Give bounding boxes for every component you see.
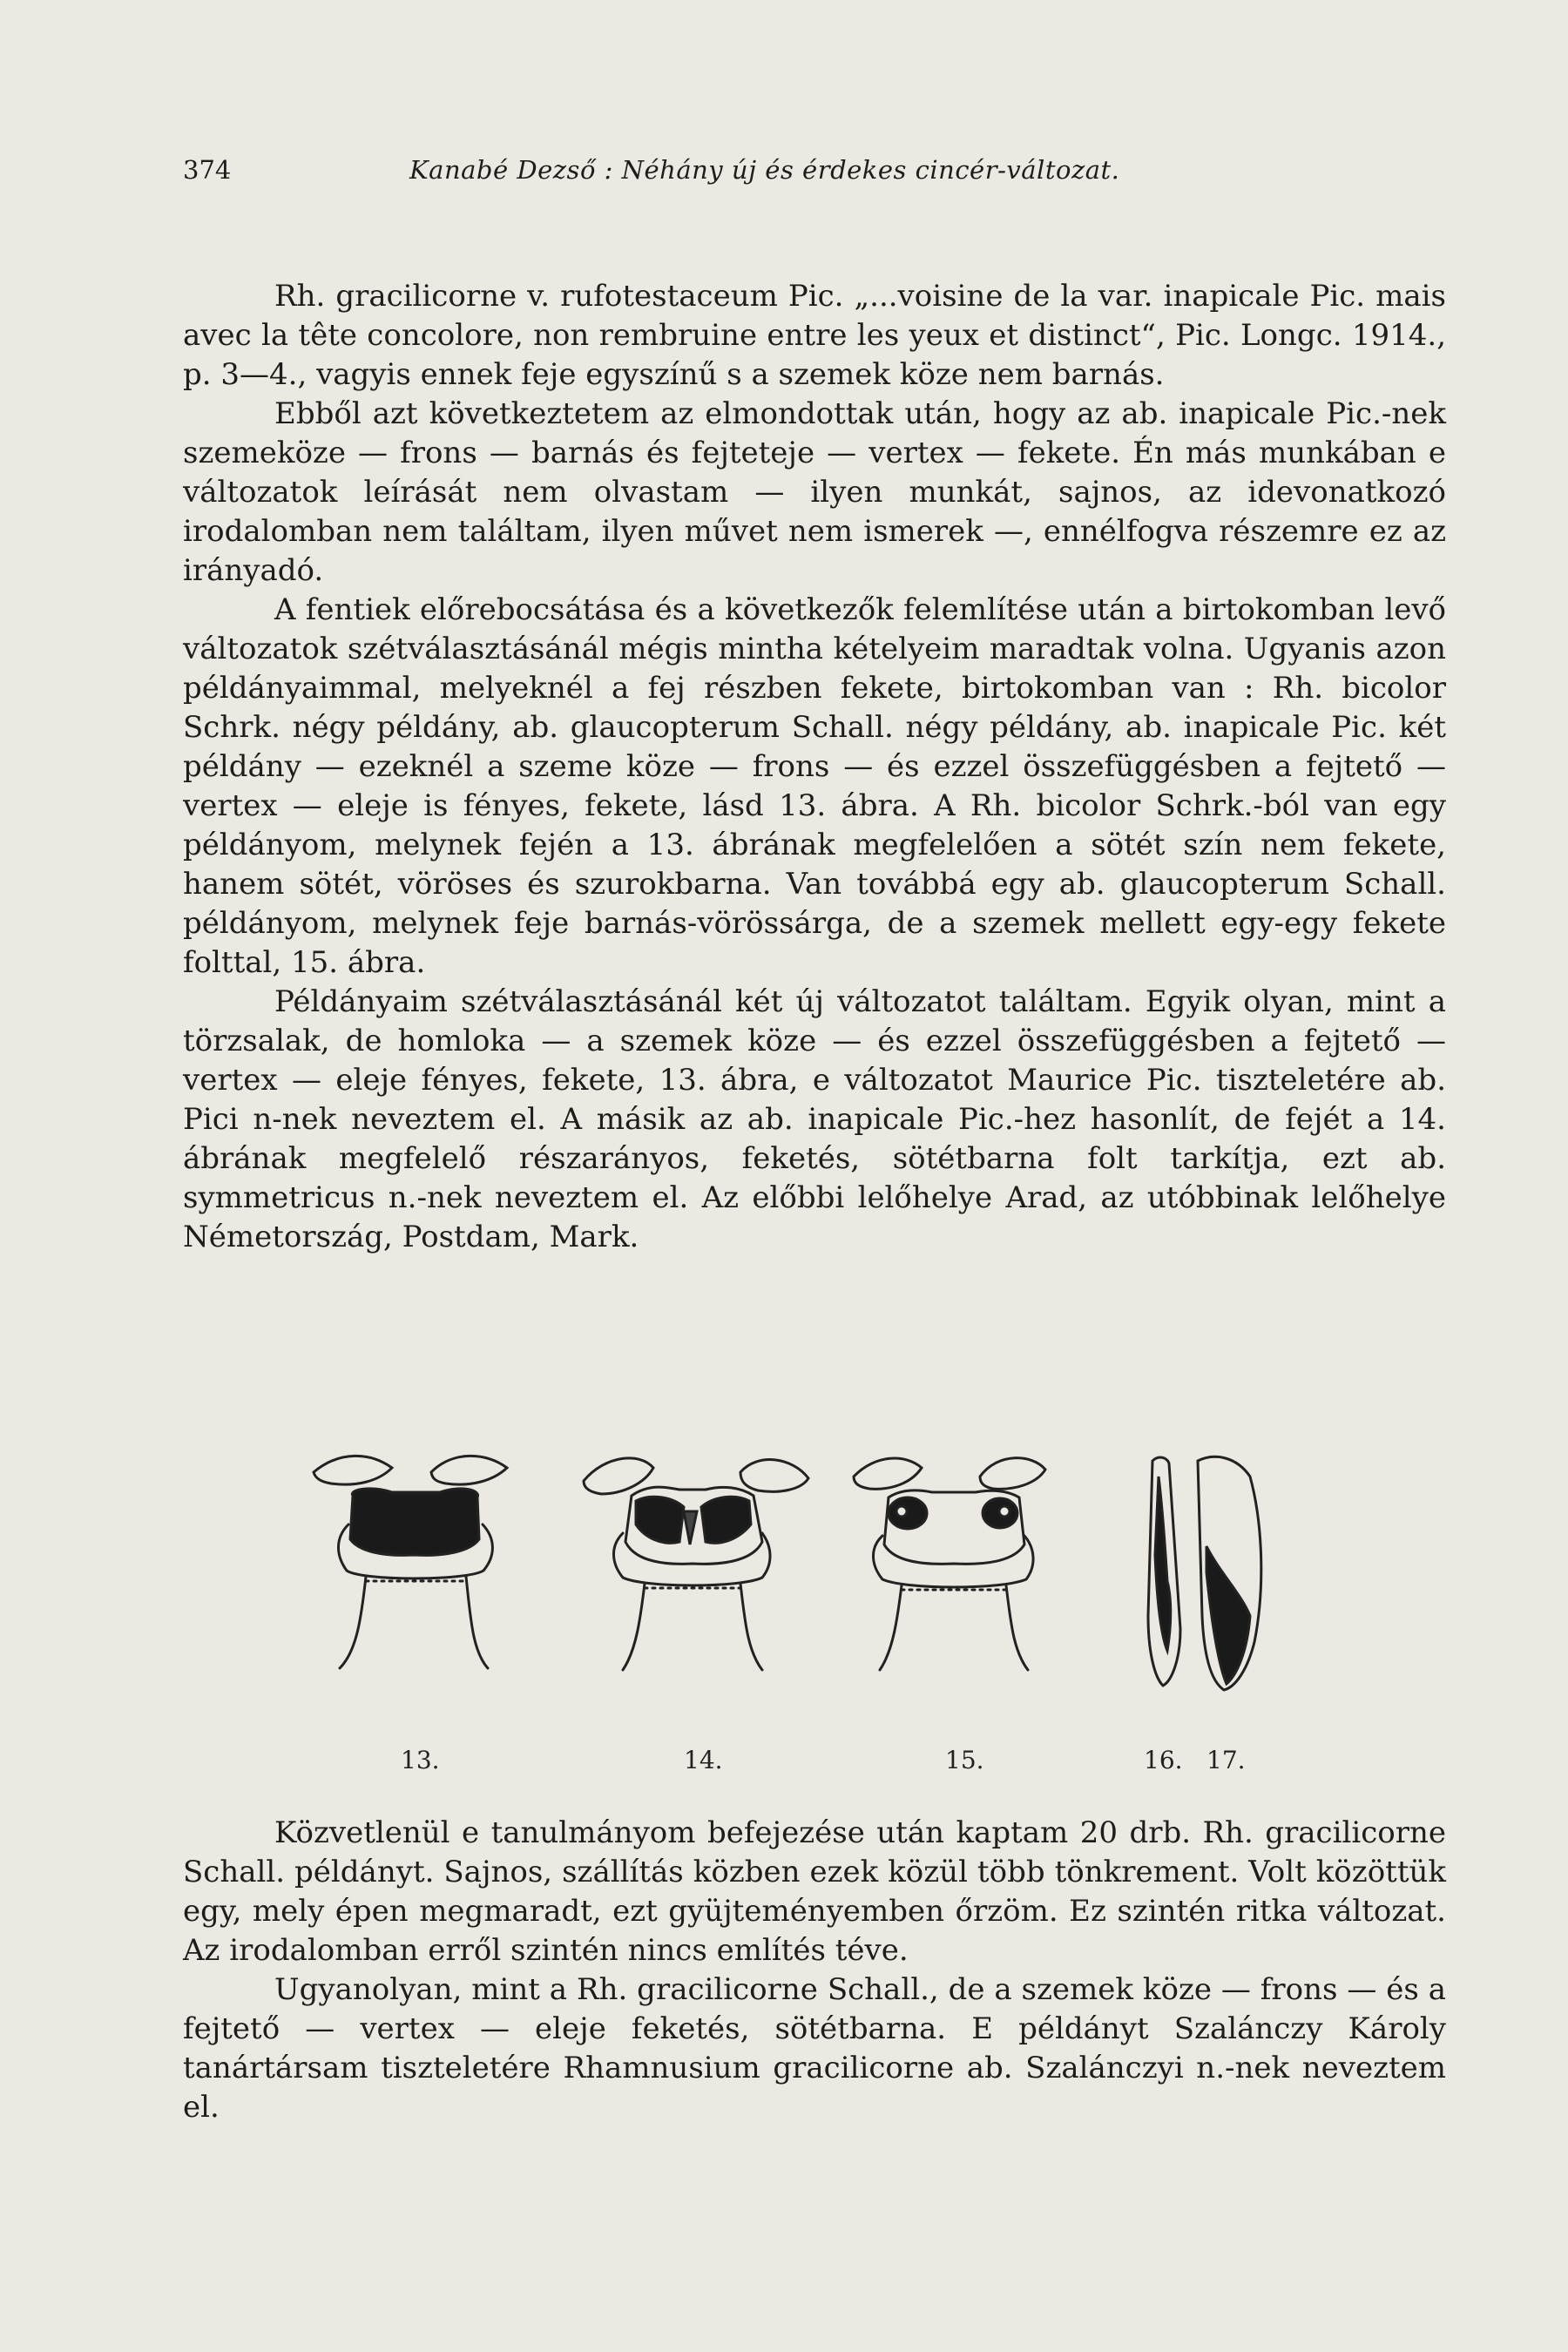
- beetle-head-figures: [287, 1442, 1333, 1790]
- paragraph-3: A fentiek előrebocsátása és a következők felemlítése után a birtokomban levő változatok szétválasztásánál mégis mintha kételyeim maradtak volna. Ugyanis azon példányaimmal, melyeknél a fej részben fekete, birtokomban van : Rh. bicolor Schrk. négy példány, ab. glaucopterum Schall. négy példány, ab. inapicale Pic. két példány — ezeknél a szeme köze — frons — és ezzel összefüggésben a fejtető — vertex — eleje is fényes, fekete, lásd 13. ábra. A Rh. bicolor Schrk.-ból van egy példányom, melynek fején a 13. ábrának megfelelően a sötét szín nem fekete, hanem sötét, vöröses és szurokbarna. Van továbbá egy ab. glaucopterum Schall. példányom, melynek feje barnás-vörössárga, de a szemek mellett egy-egy fekete folttal, 15. ábra.: [183, 592, 1446, 980]
- page-header: [183, 155, 1463, 199]
- figure-row: [287, 1442, 1333, 1790]
- figure-13-drawing: [314, 1456, 507, 1668]
- page-number: 374: [183, 155, 232, 185]
- figure-label-17: 17.: [1206, 1746, 1246, 1774]
- figure-label-16: 16.: [1144, 1746, 1183, 1774]
- paragraph-2: Ebből azt következtetem az elmondottak után, hogy az ab. inapicale Pic.-nek szemeköze — frons — barnás és fejteteje — vertex — fekete. Én más munkában e változatok leírását nem olvastam — ilyen munkát, sajnos, az idevonatkozó irodalomban nem találtam, ilyen művet nem ismerek —, ennélfogva részemre ez az irányadó.: [183, 396, 1446, 588]
- running-title: Kanabé Dezső : Néhány új és érdekes cincér-változat.: [409, 155, 1120, 185]
- figure-14-drawing: [584, 1458, 808, 1670]
- figure-15-drawing: [854, 1458, 1045, 1670]
- figure-17-drawing: [1198, 1456, 1261, 1690]
- figure-16-drawing: [1148, 1457, 1180, 1686]
- figure-label-13: 13.: [401, 1746, 440, 1774]
- paragraph-6: Ugyanolyan, mint a Rh. gracilicorne Schall., de a szemek köze — frons — és a fejtető — vertex — eleje feketés, sötétbarna. E példányt Szalánczy Károly tanártársam tiszteletére Rhamnusium gracilicorne ab. Szalánczyi n.-nek neveztem el.: [183, 1972, 1446, 2125]
- body-text-main: [183, 277, 1446, 1257]
- paragraph-4: Példányaim szétválasztásánál két új változatot találtam. Egyik olyan, mint a törzsalak, de homloka — a szemek köze — és ezzel összefüggésben a fejtető — vertex — eleje fényes, fekete, 13. ábra, e változatot Maurice Pic. tiszteletére ab. Pici n-nek neveztem el. A másik az ab. inapicale Pic.-hez hasonlít, de fejét a 14. ábrának megfelelő részarányos, feketés, sötétbarna folt tarkítja, ezt ab. symmetricus n.-nek neveztem el. Az előbbi lelőhelye Arad, az utóbbinak lelőhelye Németország, Postdam, Mark.: [183, 984, 1446, 1254]
- paragraph-1: Rh. gracilicorne v. rufotestaceum Pic. „...voisine de la var. inapicale Pic. mais avec la tête concolore, non rembruine entre les yeux et distinct“, Pic. Longc. 1914., p. 3—4., vagyis ennek feje egyszínű s a szemek köze nem barnás.: [183, 279, 1446, 392]
- paragraph-5: Közvetlenül e tanulmányom befejezése után kaptam 20 drb. Rh. gracilicorne Schall. példányt. Sajnos, szállítás közben ezek közül több tönkrement. Volt közöttük egy, mely épen megmaradt, ezt gyüjteményemben őrzöm. Ez szintén ritka változat. Az irodalomban erről szintén nincs említés téve.: [183, 1815, 1446, 1968]
- figure-label-14: 14.: [684, 1746, 723, 1774]
- figure-label-15: 15.: [945, 1746, 984, 1774]
- body-text-after-figures: [183, 1814, 1446, 2127]
